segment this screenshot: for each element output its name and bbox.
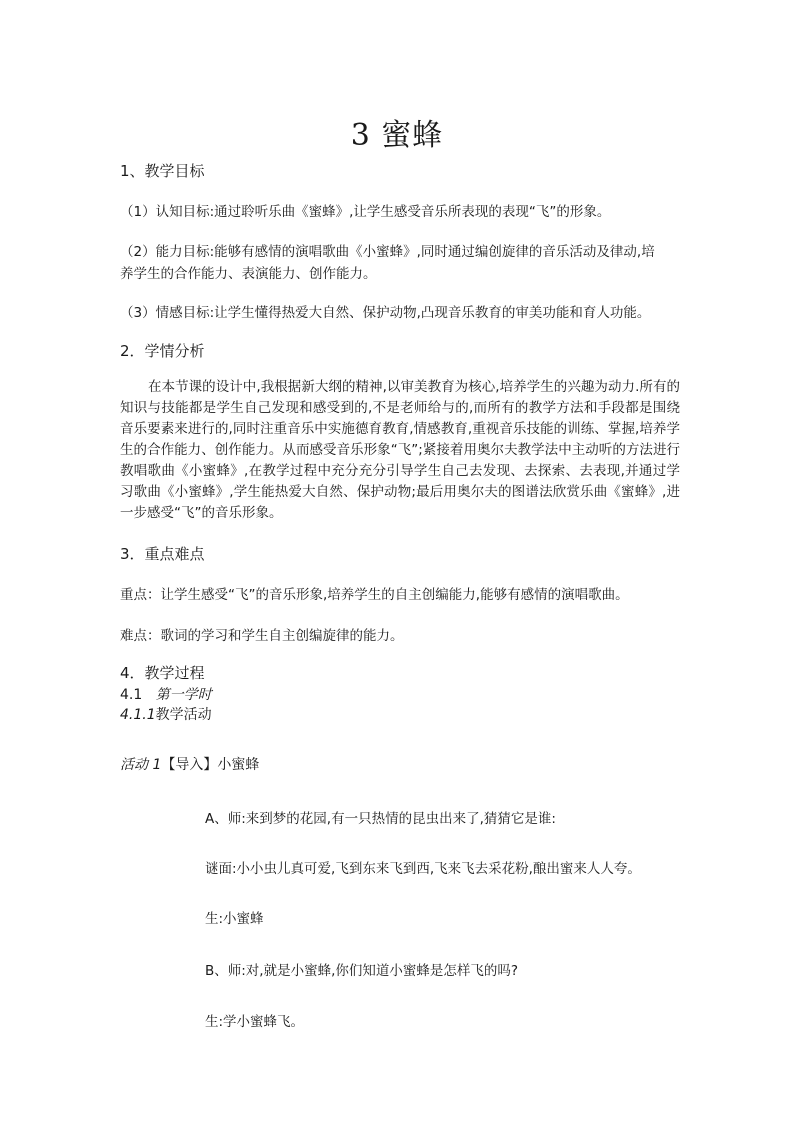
analysis-paragraph: 在本节课的设计中,我根据新大纲的精神,以审美教育为核心,培养学生的兴趣为动力.所有的知识与技能都是学生自己发现和感受到的,不是老师给与的,而所有的教学方法和手段都是围绕音乐要素来进行的,同时注重音乐中实施德育教育,情感教育,重视音乐技能的训练、掌握,培养学生的合作能力、创作能力。从而感受音乐形象“飞”;紧接着用奥尔夫教学法中主动听的方法进行教唱歌曲《小蜜蜂》,在教学过程中充分充分引导学生自己去发现、去探索、去表现,并通过学习歌曲《小蜜蜂》,学生能热爱大自然、保护动物;最后用奥尔夫的图谱法欣赏乐曲《蜜蜂》,进一步感受“飞”的音乐形象。 <box>120 379 680 521</box>
page-title: 3 蜜蜂 <box>350 118 444 153</box>
subsection-first-lesson <box>120 684 212 704</box>
activity-line-b: B、师:对,就是小蜜蜂,你们知道小蜜蜂是怎样飞的吗? <box>205 963 519 979</box>
section-heading-process: 4．教学过程 <box>120 664 205 682</box>
activity-student-fly: 生:学小蜜蜂飞。 <box>205 1014 305 1030</box>
section-heading-objectives: 1、教学目标 <box>120 162 205 180</box>
subsection-title: 教学活动 <box>155 707 212 723</box>
activity-label: 活动 1 <box>120 757 162 773</box>
activity-line-a: A、师:来到梦的花园,有一只热情的昆虫出来了,猜猜它是谁: <box>205 811 556 827</box>
section-heading-keypoints: 3．重点难点 <box>120 545 205 563</box>
section-heading-analysis: 2．学情分析 <box>120 342 205 360</box>
activity-heading <box>120 754 259 774</box>
subsection-title: 第一学时 <box>155 687 212 703</box>
activity-riddle: 谜面:小小虫儿真可爱,飞到东来飞到西,飞来飞去采花粉,酿出蜜来人人夸。 <box>205 861 641 877</box>
objective-ability-line1: （2）能力目标:能够有感情的演唱歌曲《小蜜蜂》,同时通过编创旋律的音乐活动及律动,培 <box>120 244 655 260</box>
objective-ability-line2: 养学生的合作能力、表演能力、创作能力。 <box>120 266 377 282</box>
subsection-number: 4.1.1 <box>120 707 156 723</box>
key-point: 重点：让学生感受“飞”的音乐形象,培养学生的自主创编能力,能够有感情的演唱歌曲。 <box>120 587 629 603</box>
subsection-activities <box>120 704 212 724</box>
objective-emotional: （3）情感目标:让学生懂得热爱大自然、保护动物,凸现音乐教育的审美功能和育人功能。 <box>120 305 651 321</box>
activity-student-answer: 生:小蜜蜂 <box>205 911 264 927</box>
activity-title: 【导入】小蜜蜂 <box>161 757 260 773</box>
difficult-point: 难点：歌词的学习和学生自主创编旋律的能力。 <box>120 628 404 644</box>
subsection-number: 4.1 <box>120 687 143 703</box>
objective-cognitive: （1）认知目标:通过聆听乐曲《蜜蜂》,让学生感受音乐所表现的表现“飞”的形象。 <box>120 204 611 220</box>
